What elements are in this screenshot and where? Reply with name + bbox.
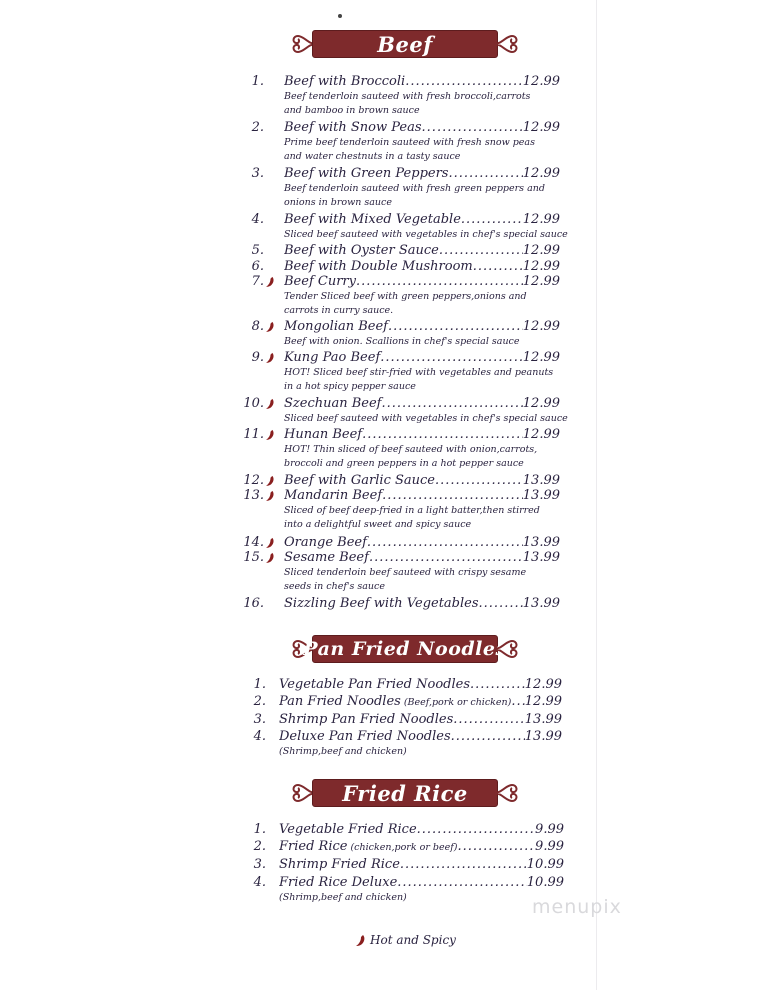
item-name: Sesame Beef [284,550,369,565]
item-note: (Beef,pork or chicken) [403,697,512,708]
section-title: Pan Fried Noodles [303,638,507,660]
leader-dots [451,729,525,744]
item-number: 11. [243,427,264,442]
scroll-ornament-icon [490,632,520,666]
item-number: 2. [251,120,264,135]
item-description: into a delightful sweet and spicy sauce [284,519,472,530]
item-name: Beef with Garlic Sauce [284,473,435,488]
leader-dots [380,350,523,365]
chili-pepper-icon [266,552,275,563]
leader-dots [369,550,523,565]
scroll-ornament-icon [490,27,520,61]
item-description: Sliced tenderloin beef sauteed with crispy sesame [284,567,527,578]
leader-dots [356,274,523,289]
menu-item [232,350,560,365]
item-price: 12.99 [522,243,560,258]
legend-label: Hot and Spicy [370,933,456,947]
menu-item [232,274,560,289]
item-description: and bamboo in brown sauce [284,105,420,116]
leader-dots [470,677,525,692]
item-number: 5. [251,243,264,258]
item-price: 12.99 [524,694,562,709]
chili-pepper-icon [266,321,275,332]
section-banner-fried-rice [290,776,520,810]
item-number: 1. [253,677,266,692]
item-price: 12.99 [522,350,560,365]
item-price: 12.99 [522,74,560,89]
item-number: 4. [253,875,266,890]
menu-item [232,473,560,488]
item-number: 8. [251,319,264,334]
scroll-ornament-icon [490,776,520,810]
hot-spicy-legend [356,933,456,947]
leader-dots [479,596,523,611]
leader-dots [448,166,522,181]
item-name: Szechuan Beef [284,396,382,411]
item-name: Sizzling Beef with Vegetables [284,596,479,611]
watermark: menupix [532,896,622,918]
item-price: 12.99 [522,166,560,181]
item-number: 14. [243,535,264,550]
menu-item [234,875,564,890]
chili-pepper-icon [266,490,275,501]
menu-item [232,74,560,89]
item-name: Mandarin Beef [284,488,383,503]
item-number: 3. [253,857,266,872]
item-description: Tender Sliced beef with green peppers,onions and [284,291,527,302]
leader-dots [367,535,523,550]
item-number: 3. [251,166,264,181]
item-number: 2. [253,839,266,854]
item-name: Shrimp Pan Fried Noodles [279,712,454,727]
menu-item [232,166,560,181]
item-description: Beef with onion. Scallions in chef's special sauce [284,336,520,347]
leader-dots [400,857,527,872]
section-title: Beef [377,31,433,57]
item-number: 13. [243,488,264,503]
item-name: Fried Rice Deluxe [279,875,398,890]
item-number: 6. [251,259,264,274]
punch-dot [338,14,342,18]
menu-item [234,677,562,692]
leader-dots [388,319,523,334]
item-price: 13.99 [524,729,562,744]
item-name: Hunan Beef [284,427,363,442]
item-description: HOT! Sliced beef stir-fried with vegetables and peanuts [284,367,554,378]
item-name: Vegetable Pan Fried Noodles [279,677,471,692]
item-description: Prime beef tenderloin sauteed with fresh snow peas [284,137,535,148]
item-price: 13.99 [524,712,562,727]
leader-dots [422,120,523,135]
menu-item [234,694,562,709]
item-price: 9.99 [535,839,564,854]
leader-dots [405,74,523,89]
leader-dots [397,875,527,890]
item-number: 9. [251,350,264,365]
item-number: 4. [251,212,264,227]
leader-dots [382,488,523,503]
item-number: 10. [243,396,264,411]
page-fold-line [596,0,597,990]
item-description: onions in brown sauce [284,197,392,208]
item-number: 7. [251,274,264,289]
item-name: Kung Pao Beef [284,350,381,365]
chili-pepper-icon [266,352,275,363]
item-description: seeds in chef's sauce [284,581,385,592]
item-description: Sliced beef sauteed with vegetables in chef's special sauce [284,413,568,424]
item-name: Orange Beef [284,535,367,550]
item-name: Shrimp Fried Rice [279,857,400,872]
item-name: Mongolian Beef [284,319,388,334]
item-description: (Shrimp,beef and chicken) [279,892,407,903]
item-number: 16. [243,596,264,611]
chili-pepper-icon [266,276,275,287]
item-description: Sliced of beef deep-fried in a light batter,then stirred [284,505,540,516]
item-price: 12.99 [524,677,562,692]
leader-dots [457,839,535,854]
item-price: 13.99 [522,473,560,488]
item-price: 12.99 [522,259,560,274]
leader-dots [435,473,523,488]
item-price: 13.99 [522,488,560,503]
item-name: Beef Curry [284,274,356,289]
item-price: 12.99 [522,274,560,289]
menu-item [232,319,560,334]
menu-item [234,857,564,872]
item-price: 13.99 [522,550,560,565]
chili-pepper-icon [356,934,366,947]
item-number: 1. [253,822,266,837]
item-name: Beef with Broccoli [284,74,406,89]
section-title: Fried Rice [342,780,468,806]
item-name: Beef with Mixed Vegetable [284,212,461,227]
item-price: 10.99 [526,857,564,872]
menu-item [232,212,560,227]
item-name: Beef with Double Mushroom [284,259,473,274]
section-banner-beef [290,27,520,61]
item-number: 3. [253,712,266,727]
menu-item [234,729,562,744]
item-note: (chicken,pork or beef) [350,842,458,853]
item-name: Pan Fried Noodles [279,694,401,709]
item-description: broccoli and green peppers in a hot pepper sauce [284,458,524,469]
menu-item [232,596,560,611]
item-number: 2. [253,694,266,709]
menu-item [232,488,560,503]
item-name: Deluxe Pan Fried Noodles [279,729,451,744]
item-price: 13.99 [522,596,560,611]
menu-item [232,535,560,550]
item-name: Vegetable Fried Rice [279,822,417,837]
item-description: carrots in curry sauce. [284,305,394,316]
item-description: Beef tenderloin sauteed with fresh green peppers and [284,183,545,194]
menu-item [232,120,560,135]
item-description: Beef tenderloin sauteed with fresh broccoli,carrots [284,91,531,102]
leader-dots [511,694,524,709]
item-price: 12.99 [522,396,560,411]
item-price: 9.99 [535,822,564,837]
item-price: 12.99 [522,212,560,227]
menu-item [232,396,560,411]
menu-item [232,243,560,258]
item-number: 12. [243,473,264,488]
leader-dots [473,259,523,274]
chili-pepper-icon [266,398,275,409]
item-number: 4. [253,729,266,744]
item-name: Beef with Green Peppers [284,166,449,181]
leader-dots [461,212,523,227]
leader-dots [417,822,535,837]
item-price: 13.99 [522,535,560,550]
item-number: 15. [243,550,264,565]
section-banner-pan-fried-noodles [290,632,520,666]
menu-item [232,259,560,274]
menu-item [234,822,564,837]
menu-item [232,550,560,565]
item-description: HOT! Thin sliced of beef sauteed with onion,carrots, [284,444,538,455]
item-price: 12.99 [522,427,560,442]
item-price: 12.99 [522,120,560,135]
menu-item [234,839,564,854]
menu-item [232,427,560,442]
item-name: Fried Rice [279,839,348,854]
leader-dots [381,396,522,411]
leader-dots [362,427,523,442]
item-description: Sliced beef sauteed with vegetables in chef's special sauce [284,229,568,240]
leader-dots [453,712,525,727]
chili-pepper-icon [266,475,275,486]
item-name: Beef with Oyster Sauce [284,243,439,258]
menu-item [234,712,562,727]
item-name: Beef with Snow Peas [284,120,422,135]
item-description: in a hot spicy pepper sauce [284,381,416,392]
item-price: 10.99 [526,875,564,890]
item-number: 1. [251,74,264,89]
chili-pepper-icon [266,429,275,440]
chili-pepper-icon [266,537,275,548]
leader-dots [439,243,523,258]
item-description: (Shrimp,beef and chicken) [279,746,407,757]
item-price: 12.99 [522,319,560,334]
item-description: and water chestnuts in a tasty sauce [284,151,461,162]
